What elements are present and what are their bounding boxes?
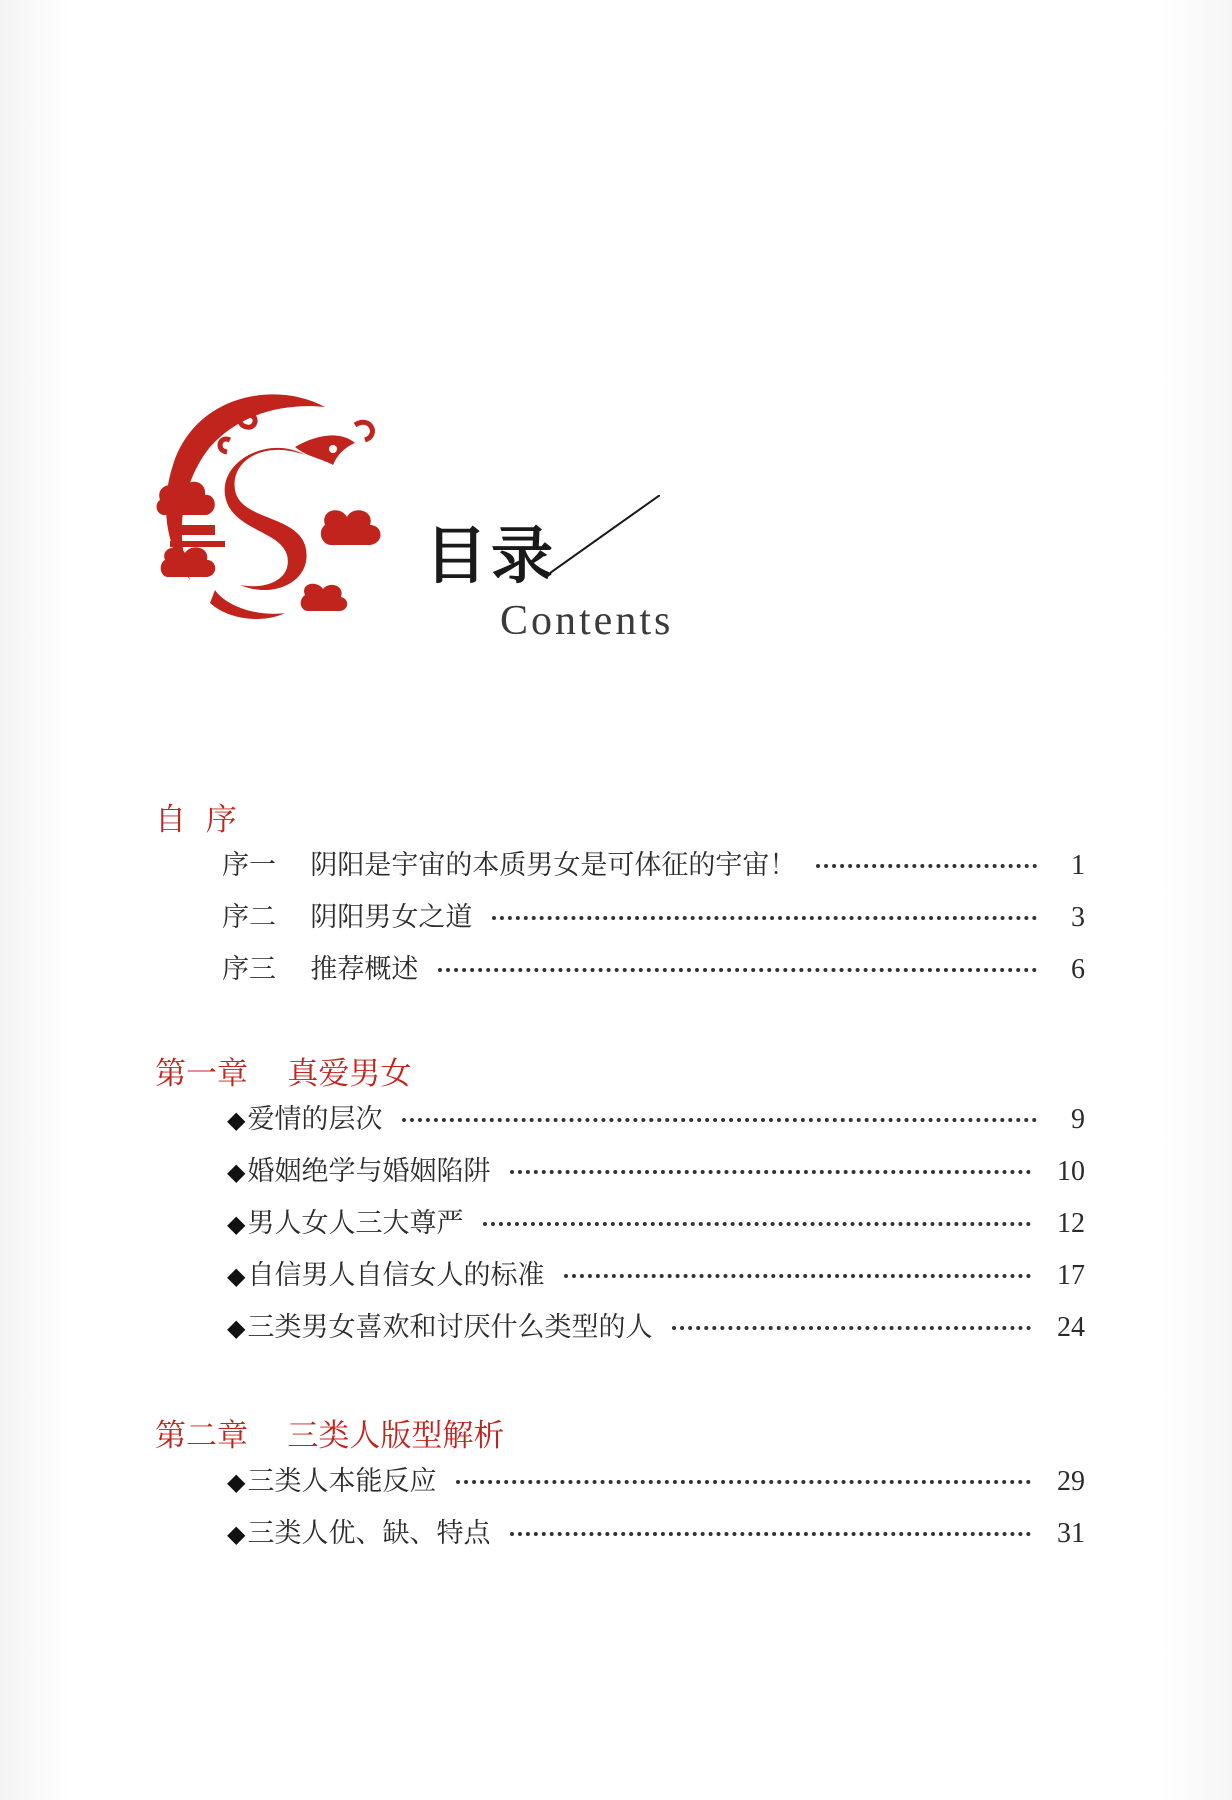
dot-leader — [402, 1117, 1037, 1122]
toc-entry-label: 三类人本能反应 — [247, 1466, 437, 1497]
toc-page-number: 6 — [1071, 954, 1085, 985]
toc-entry[interactable] — [227, 1146, 1085, 1198]
toc-page-number: 31 — [1057, 1518, 1085, 1549]
decorative-slash-line — [550, 495, 660, 575]
toc-page-number: 3 — [1071, 902, 1085, 933]
diamond-bullet-icon: ◆ — [227, 1314, 246, 1342]
toc-entry-label: 自信男人自信女人的标准 — [247, 1260, 545, 1291]
dot-leader — [492, 915, 1037, 920]
toc-entry[interactable] — [227, 1508, 1085, 1560]
toc-entry[interactable] — [222, 840, 1085, 892]
toc-entry-label: 爱情的层次 — [247, 1104, 383, 1135]
contents-header — [155, 385, 715, 655]
contents-title-english: Contents — [500, 598, 674, 644]
diamond-bullet-icon: ◆ — [227, 1106, 246, 1134]
toc-entry[interactable] — [227, 1456, 1085, 1508]
red-dragon-emblem-icon — [155, 385, 400, 630]
diamond-bullet-icon: ◆ — [227, 1158, 246, 1186]
toc-page-number: 29 — [1057, 1466, 1085, 1497]
toc-entry[interactable] — [222, 892, 1085, 944]
table-of-contents — [155, 800, 1085, 1560]
dot-leader — [816, 863, 1037, 868]
section-heading: 自 序 — [155, 802, 237, 838]
diamond-bullet-icon: ◆ — [227, 1210, 246, 1238]
toc-entry[interactable] — [227, 1198, 1085, 1250]
toc-entry-label: 男人女人三大尊严 — [247, 1208, 464, 1239]
diamond-bullet-icon: ◆ — [227, 1520, 246, 1548]
toc-page-number: 1 — [1071, 850, 1085, 881]
dot-leader — [672, 1325, 1031, 1330]
dot-leader — [564, 1273, 1031, 1278]
toc-entry[interactable] — [227, 1094, 1085, 1146]
toc-entry-label: 序一 阴阳是宇宙的本质男女是可体征的宇宙！ — [222, 850, 797, 881]
dot-leader — [483, 1221, 1031, 1226]
contents-title-chinese: 目录 — [425, 519, 558, 592]
dot-leader — [510, 1169, 1031, 1174]
toc-entry[interactable] — [227, 1302, 1085, 1354]
toc-entry-label: 三类人优、缺、特点 — [247, 1518, 491, 1549]
toc-page-number: 24 — [1057, 1312, 1085, 1343]
toc-page-number: 12 — [1057, 1208, 1085, 1239]
toc-entry-label: 婚姻绝学与婚姻陷阱 — [247, 1156, 491, 1187]
toc-entry-label: 序二 阴阳男女之道 — [222, 902, 473, 933]
diamond-bullet-icon: ◆ — [227, 1468, 246, 1496]
toc-entry[interactable] — [222, 944, 1085, 996]
toc-page-number: 9 — [1071, 1104, 1085, 1135]
toc-section-chapter-1 — [155, 1054, 1085, 1354]
dot-leader — [438, 967, 1037, 972]
toc-page-number: 10 — [1057, 1156, 1085, 1187]
toc-entry-label: 序三 推荐概述 — [222, 954, 419, 985]
toc-entry-label: 三类男女喜欢和讨厌什么类型的人 — [247, 1312, 653, 1343]
toc-section-preface — [155, 800, 1085, 996]
dot-leader — [510, 1531, 1031, 1536]
diamond-bullet-icon: ◆ — [227, 1262, 246, 1290]
section-heading: 第一章 真爱男女 — [155, 1056, 412, 1092]
section-heading: 第二章 三类人版型解析 — [155, 1418, 505, 1454]
toc-section-chapter-2 — [155, 1416, 1085, 1560]
toc-entry[interactable] — [227, 1250, 1085, 1302]
toc-page-number: 17 — [1057, 1260, 1085, 1291]
dot-leader — [456, 1479, 1031, 1484]
